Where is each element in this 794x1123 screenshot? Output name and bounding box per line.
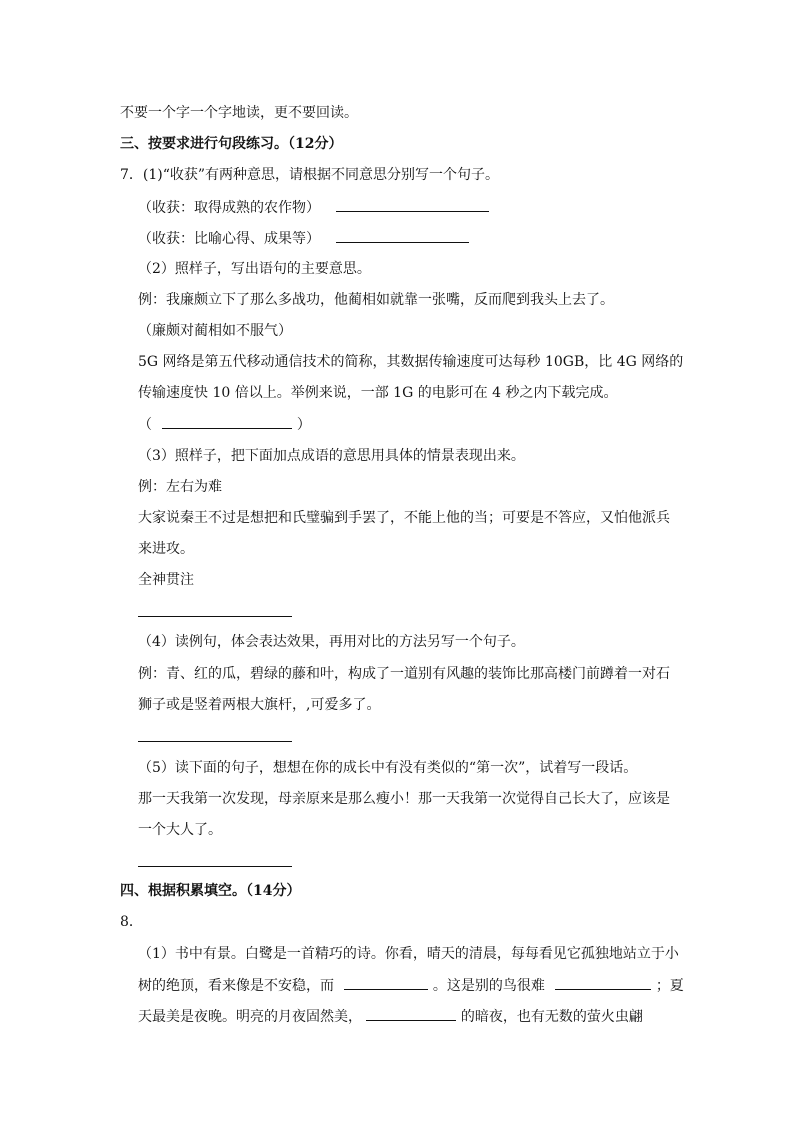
q8-1-passage-line <box>138 975 684 996</box>
q8-text: 天最美是夜晚。明亮的月夜固然美， <box>138 1009 362 1025</box>
q7-5-passage-line: 一个大人了。 <box>138 822 222 838</box>
q7-2-passage-line: 传输速度快 10 倍以上。举例来说，一部 1G 的电影可在 4 秒之内下载完成。 <box>138 385 618 401</box>
q7-2-answer-line <box>138 414 311 435</box>
q8-text: ；夏 <box>655 978 684 994</box>
answer-blank[interactable] <box>336 197 489 212</box>
q7-1b-prompt: （收获：比喻心得、成果等） <box>138 231 320 247</box>
q8-text: 的暗夜，也有无数的萤火虫翩 <box>460 1009 643 1025</box>
answer-blank[interactable] <box>555 975 651 990</box>
q7-4-example-line: 狮子或是竖着两根大旗杆，,可爱多了。 <box>138 697 381 713</box>
answer-blank[interactable] <box>336 228 469 243</box>
q8-1-passage-line: （1）书中有景。白鹭是一首精巧的诗。你看，晴天的清晨，每每看见它孤独地站立于小 <box>138 946 679 962</box>
text-line: 不要一个字一个字地读，更不要回读。 <box>120 105 358 121</box>
question-7: 7．(1)“收获”有两种意思，请根据不同意思分别写一个句子。 <box>120 167 500 183</box>
q7-1a-line <box>138 197 489 218</box>
q8-1-passage-line <box>138 1006 643 1027</box>
q7-3-instruction: （3）照样子，把下面加点成语的意思用具体的情景表现出来。 <box>138 448 525 464</box>
q7-3-passage-line: 大家说秦王不过是想把和氏璧骗到手罢了，不能上他的当；可要是不答应，又怕他派兵 <box>138 510 670 526</box>
q7-5-instruction: （5）读下面的句子，想想在你的成长中有没有类似的“第一次”，试着写一段话。 <box>138 760 638 776</box>
q7-5-passage-line: 那一天我第一次发现，母亲原来是那么瘦小！那一天我第一次觉得自己长大了，应该是 <box>138 791 670 807</box>
close-paren: ） <box>296 417 311 433</box>
q7-2-example-answer: （廉颇对蔺相如不服气） <box>138 323 292 339</box>
question-8: 8． <box>120 914 143 930</box>
answer-blank[interactable] <box>162 414 292 429</box>
answer-blank[interactable] <box>344 975 428 990</box>
q8-text: 。这是别的鸟很难 <box>432 978 545 994</box>
q7-1a-prompt: （收获：取得成熟的农作物） <box>138 200 320 216</box>
open-paren: （ <box>138 417 152 433</box>
answer-line[interactable] <box>138 616 292 617</box>
answer-blank[interactable] <box>366 1006 456 1021</box>
q8-text: 树的绝顶，看来像是不安稳，而 <box>138 978 334 994</box>
answer-line[interactable] <box>138 866 292 867</box>
answer-line[interactable] <box>138 741 292 742</box>
q7-1b-line <box>138 228 469 249</box>
section-heading-3: 三、按要求进行句段练习。（12分） <box>120 136 343 152</box>
q7-3-idiom: 全神贯注 <box>138 572 194 588</box>
q7-4-instruction: （4）读例句，体会表达效果，再用对比的方法另写一个句子。 <box>138 634 525 650</box>
q7-4-example-line: 例：青、红的瓜，碧绿的藤和叶，构成了一道别有风趣的装饰比那高楼门前蹲着一对石 <box>138 666 670 682</box>
q7-3-example: 例：左右为难 <box>138 479 222 495</box>
q7-2-instruction: （2）照样子，写出语句的主要意思。 <box>138 261 371 277</box>
q7-2-passage-line: 5G 网络是第五代移动通信技术的简称，其数据传输速度可达每秒 10GB，比 4G 网络的 <box>138 354 684 370</box>
q7-3-passage-line: 来进攻。 <box>138 541 194 557</box>
section-heading-4: 四、根据积累填空。（14分） <box>120 883 301 899</box>
q7-2-example: 例：我廉颇立下了那么多战功，他蔺相如就靠一张嘴，反而爬到我头上去了。 <box>138 292 614 308</box>
